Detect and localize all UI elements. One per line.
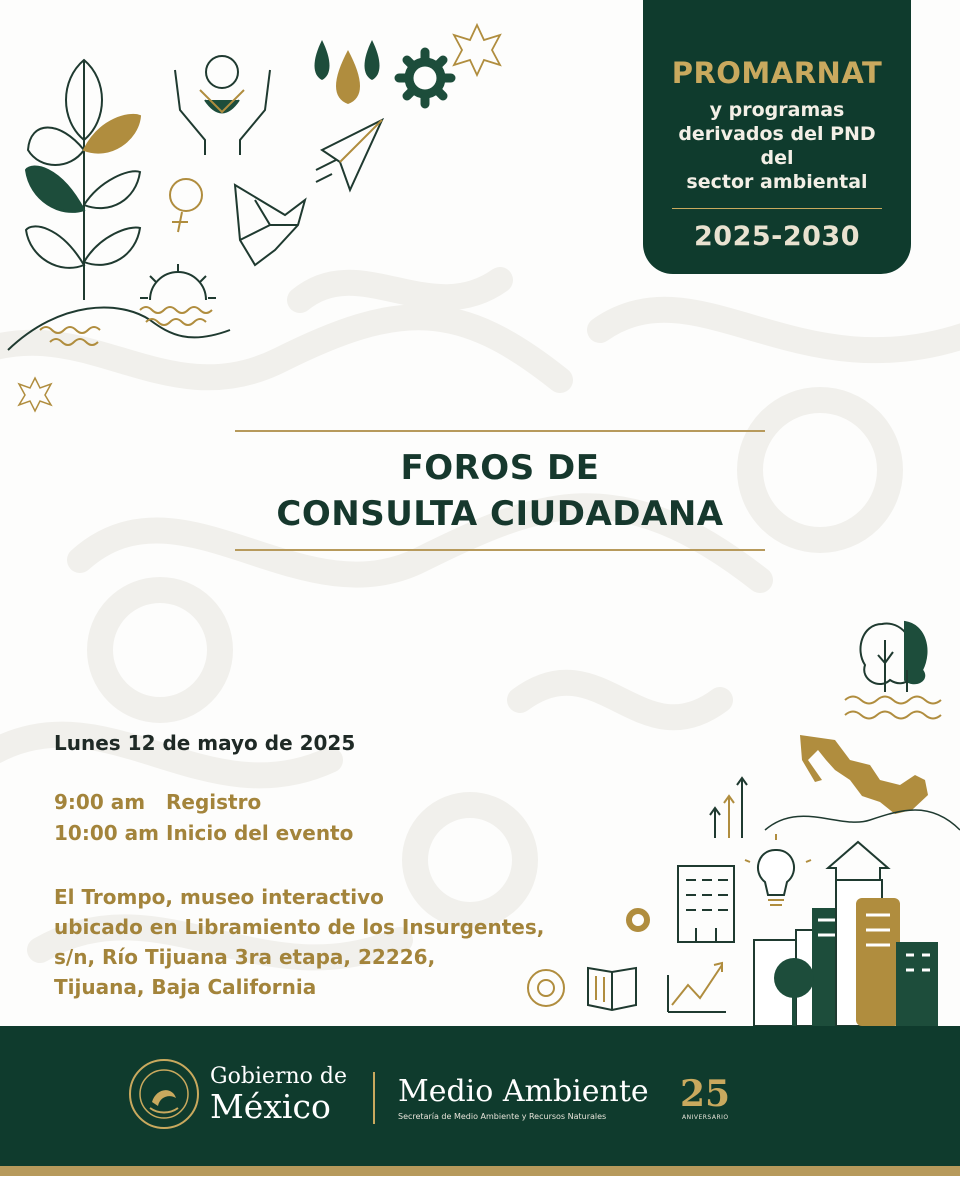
- schedule-row: [54, 790, 261, 814]
- badge-divider: [672, 208, 882, 209]
- schedule-time: 9:00 am: [54, 790, 146, 814]
- gear-icon: [399, 52, 451, 104]
- address-line: El Trompo, museo interactivo: [54, 885, 384, 909]
- address-line: ubicado en Libramiento de los Insurgentes,: [54, 915, 545, 939]
- growth-arrows-icon: [710, 778, 747, 838]
- city-buildings-icon: [754, 880, 938, 1026]
- address-line: s/n, Río Tijuana 3ra etapa, 22226,: [54, 945, 436, 969]
- star-ornament-icon: [454, 25, 500, 75]
- hands-heart-icon: [175, 56, 270, 155]
- schedule-activity: Inicio del evento: [166, 821, 354, 845]
- origami-bird-icon: [235, 185, 305, 265]
- badge-subtitle: [661, 98, 893, 194]
- small-star-icon: [19, 378, 51, 411]
- paper-plane-icon: [316, 120, 382, 190]
- lightbulb-icon: [745, 834, 811, 905]
- venus-icon: [170, 179, 202, 232]
- gobierno-line-2: México: [210, 1087, 331, 1126]
- anniversary-label: ANIVERSARIO: [682, 1114, 729, 1121]
- badge-subtitle-line: y programas: [709, 99, 845, 121]
- badge-title: PROMARNAT: [671, 56, 883, 90]
- anniversary-logo: 25: [680, 1073, 731, 1115]
- chart-trend-icon: [668, 963, 726, 1012]
- title-rule-bottom: [235, 549, 765, 551]
- schedule-time: 10:00 am: [54, 821, 159, 845]
- water-drops-icon: [315, 40, 380, 104]
- bottom-right-illustration: [510, 610, 960, 1030]
- badge-subtitle-line: derivados del PND del: [678, 123, 876, 169]
- event-address: [54, 882, 544, 1002]
- address-line: Tijuana, Baja California: [54, 975, 317, 999]
- promarnat-badge: [643, 0, 911, 274]
- footer-gold-stripe: [0, 1166, 960, 1176]
- event-date: Lunes 12 de mayo de 2025: [54, 731, 356, 755]
- tree-icon: [845, 622, 941, 719]
- title-rule-top: [235, 430, 765, 432]
- footer-stripe: [0, 1166, 960, 1200]
- schedule-activity: Registro: [166, 790, 262, 814]
- schedule-row: [54, 821, 353, 845]
- badge-years: 2025-2030: [694, 221, 860, 252]
- page-title-line: CONSULTA CIUDADANA: [276, 494, 724, 534]
- medio-ambiente-logo: Medio Ambiente: [398, 1074, 649, 1109]
- office-building-icon: [678, 866, 734, 942]
- small-gear-icon: [629, 911, 647, 929]
- badge-subtitle-line: sector ambiental: [686, 171, 868, 193]
- medio-ambiente-subtitle: Secretaría de Medio Ambiente y Recursos Naturales: [398, 1112, 607, 1121]
- logo-divider: [373, 1072, 375, 1124]
- gobierno-line-1: Gobierno de: [210, 1064, 347, 1089]
- mexico-seal-icon: [128, 1058, 200, 1130]
- sunrise-icon: [140, 264, 216, 325]
- gobierno-de-mexico-logo: [210, 1065, 347, 1125]
- page-title-line: FOROS DE: [400, 448, 600, 488]
- outline-gear-icon: [528, 970, 564, 1006]
- book-icon: [588, 968, 636, 1010]
- top-left-illustration: [0, 20, 520, 420]
- mexico-map-icon: [765, 735, 960, 830]
- page-title: [200, 445, 800, 537]
